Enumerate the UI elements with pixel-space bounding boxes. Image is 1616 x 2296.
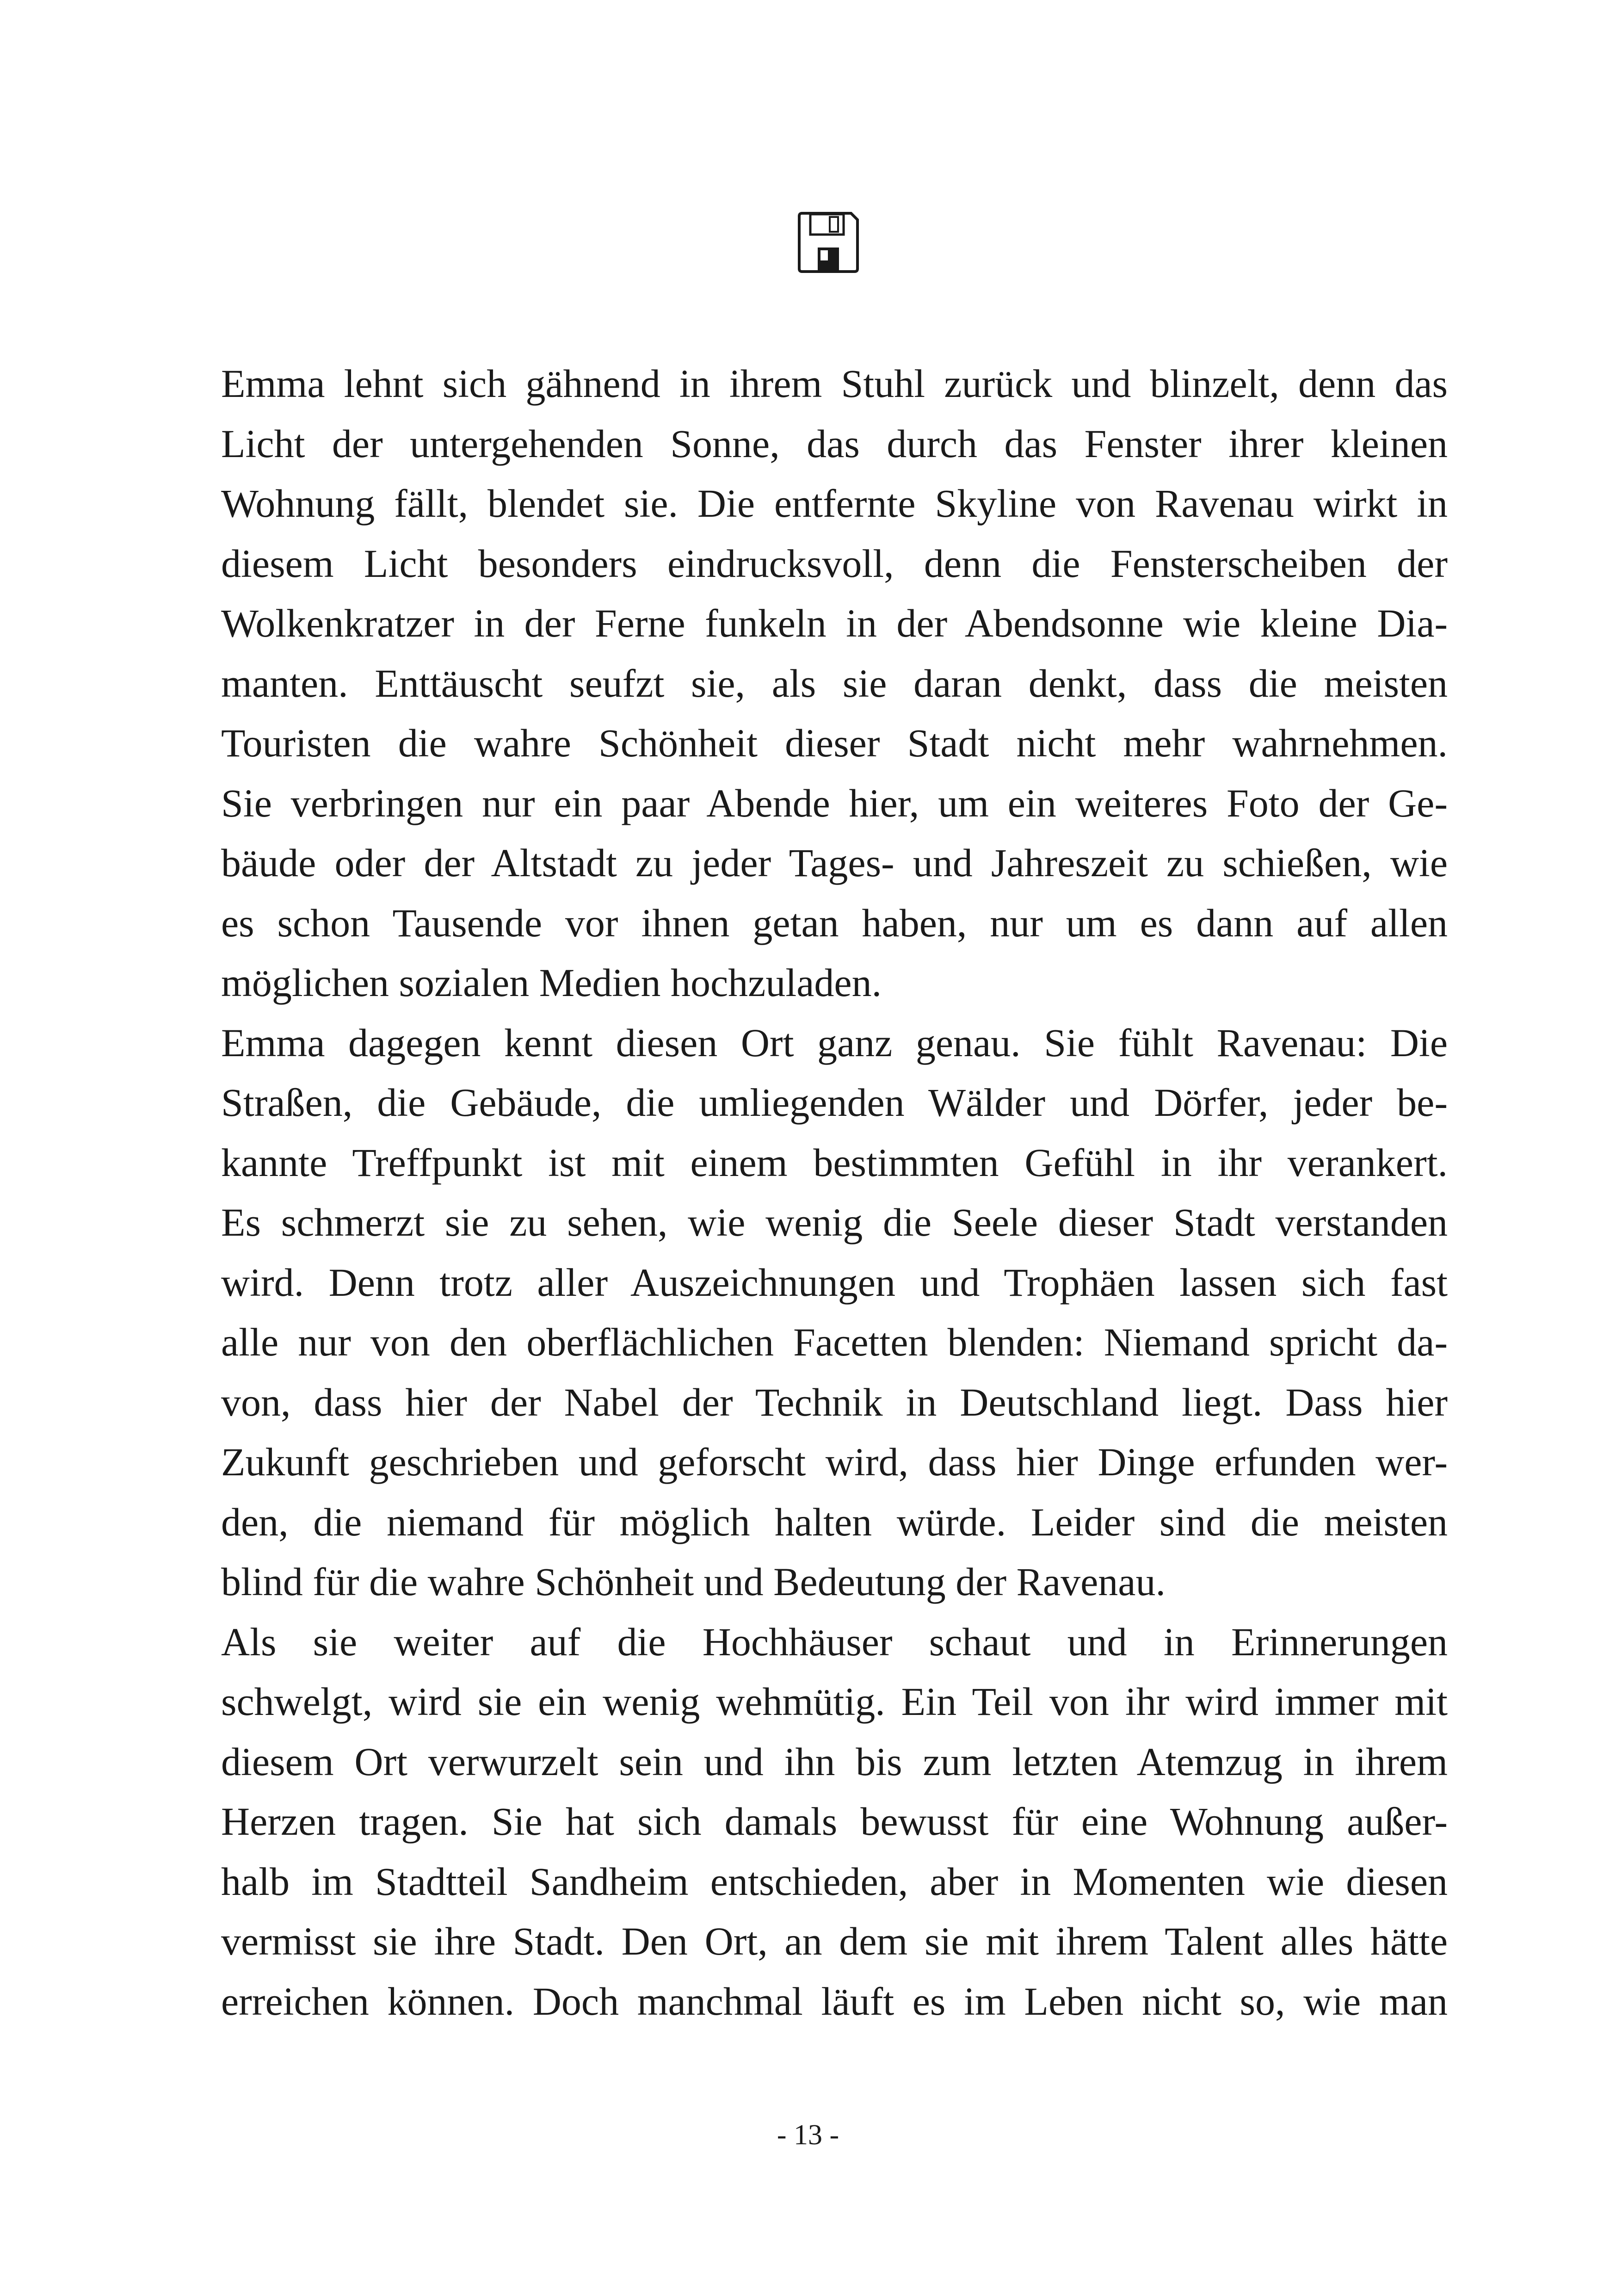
text-line: alle nur von den oberflächlichen Facetten blenden: Niemand spricht da- xyxy=(221,1320,1448,1364)
text-line: Es schmerzt sie zu sehen, wie wenig die Seele dieser Stadt verstanden xyxy=(221,1200,1448,1244)
text-line: Zukunft geschrieben und geforscht wird, dass hier Dinge erfunden wer- xyxy=(221,1440,1448,1484)
page-number: - 13 - xyxy=(777,2119,839,2151)
text-line: halb im Stadtteil Sandheim entschieden, aber in Momenten wie diesen xyxy=(221,1859,1448,1904)
paragraph xyxy=(221,1013,1448,1612)
paragraph xyxy=(221,1612,1448,2032)
text-line: Straßen, die Gebäude, die umliegenden Wälder und Dörfer, jeder be- xyxy=(221,1080,1448,1125)
text-line: den, die niemand für möglich halten würde. Leider sind die meisten xyxy=(221,1499,1448,1544)
text-line: Als sie weiter auf die Hochhäuser schaut und in Erinnerungen xyxy=(221,1619,1448,1664)
text-line: wird. Denn trotz aller Auszeichnungen und Trophäen lassen sich fast xyxy=(221,1260,1448,1305)
text-line: Licht der untergehenden Sonne, das durch das Fenster ihrer kleinen xyxy=(221,421,1448,466)
text-line: diesem Ort verwurzelt sein und ihn bis zum letzten Atemzug in ihrem xyxy=(221,1739,1448,1784)
text-line: Touristen die wahre Schönheit dieser Stadt nicht mehr wahrnehmen. xyxy=(221,721,1448,765)
text-line: Herzen tragen. Sie hat sich damals bewusst für eine Wohnung außer- xyxy=(221,1799,1448,1844)
text-line: erreichen können. Doch manchmal läuft es im Leben nicht so, wie man xyxy=(221,1979,1448,2024)
text-line: vermisst sie ihre Stadt. Den Ort, an dem sie mit ihrem Talent alles hätte xyxy=(221,1919,1448,1963)
paragraph xyxy=(221,354,1448,1013)
text-line: Wolkenkratzer in der Ferne funkeln in der Abendsonne wie kleine Dia- xyxy=(221,601,1448,645)
text-line: schwelgt, wird sie ein wenig wehmütig. Ein Teil von ihr wird immer mit xyxy=(221,1679,1448,1724)
text-line: Emma lehnt sich gähnend in ihrem Stuhl zurück und blinzelt, denn das xyxy=(221,361,1448,406)
text-line: Wohnung fällt, blendet sie. Die entfernte Skyline von Ravenau wirkt in xyxy=(221,481,1448,526)
text-line: Emma dagegen kennt diesen Ort ganz genau. Sie fühlt Ravenau: Die xyxy=(221,1020,1448,1065)
text-line: Sie verbringen nur ein paar Abende hier, um ein weiteres Foto der Ge- xyxy=(221,780,1448,825)
text-line: manten. Enttäuscht seufzt sie, als sie daran denkt, dass die meisten xyxy=(221,661,1448,706)
text-line: diesem Licht besonders eindrucksvoll, denn die Fensterscheiben der xyxy=(221,541,1448,586)
text-line: es schon Tausende vor ihnen getan haben, nur um es dann auf allen xyxy=(221,900,1448,945)
text-line: kannte Treffpunkt ist mit einem bestimmten Gefühl in ihr verankert. xyxy=(221,1140,1448,1185)
body-text xyxy=(221,354,1448,2075)
text-line: blind für die wahre Schönheit und Bedeutung der Ravenau. xyxy=(221,1560,1166,1604)
text-line: von, dass hier der Nabel der Technik in Deutschland liegt. Dass hier xyxy=(221,1380,1448,1424)
text-line: bäude oder der Altstadt zu jeder Tages- und Jahreszeit zu schießen, wie xyxy=(221,841,1448,885)
floppy-disk-icon xyxy=(796,210,860,274)
text-line: möglichen sozialen Medien hochzuladen. xyxy=(221,960,882,1005)
